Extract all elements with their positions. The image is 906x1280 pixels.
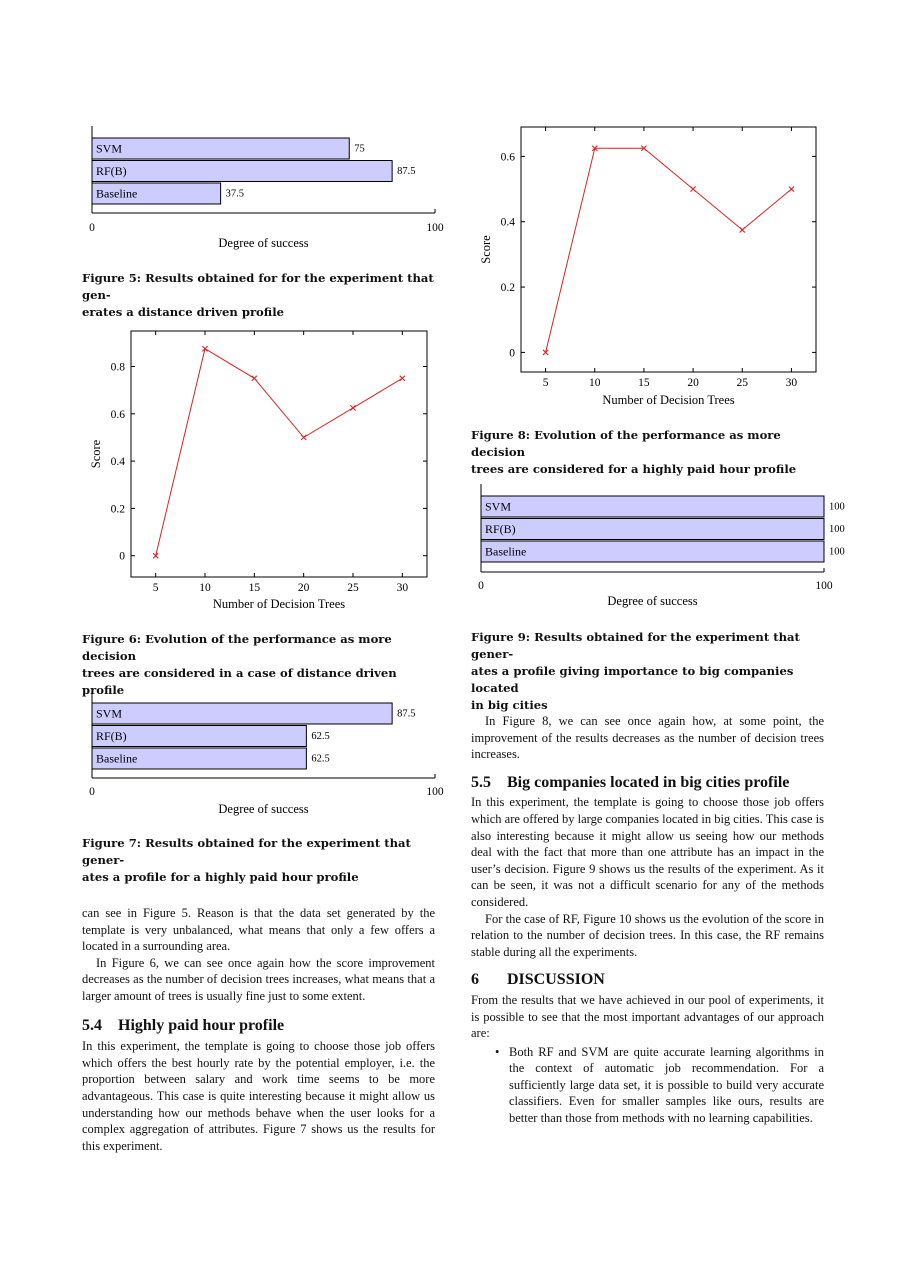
x-tick-label: 25 [347, 582, 359, 594]
series-line [546, 148, 792, 352]
x-tick-label: 10 [589, 377, 601, 389]
y-tick-label: 0.6 [110, 408, 125, 421]
x-tick-label: 5 [542, 377, 549, 389]
bar-value-label: 100 [829, 501, 845, 513]
paragraph: From the results that we have achieved in our pool of experiments, it is possible to see that the most important advantages of our approach are: [471, 992, 824, 1041]
right-column-text [471, 713, 824, 1127]
section-number: 5.4 [82, 1016, 102, 1034]
bar-category-label: SVM [96, 706, 123, 721]
data-point-marker [789, 186, 794, 191]
bar-value-label: 37.5 [225, 188, 244, 200]
y-tick-label: 0 [119, 550, 125, 563]
figure-7-caption [82, 835, 438, 886]
x-axis-title: Number of Decision Trees [602, 393, 735, 407]
bar-category-label: SVM [96, 141, 123, 156]
figure-8-caption [471, 427, 827, 478]
bar-category-label: Baseline [485, 544, 527, 559]
bar [92, 703, 392, 724]
figure-7-chart [0, 685, 460, 820]
bar-value-label: 62.5 [311, 753, 330, 765]
bar-category-label: RF(B) [96, 729, 127, 743]
paragraph: In Figure 8, we can see once again how, at some point, the improvement of the results decreases as the number of decision trees increases. [471, 714, 824, 762]
bar [92, 138, 349, 159]
x-tick-label: 0 [89, 786, 95, 798]
bar [481, 519, 824, 540]
bullet-list [471, 1044, 824, 1127]
y-axis-title: Score [89, 439, 103, 469]
section-number: 6 [471, 971, 479, 989]
figure-5-caption [82, 270, 438, 321]
caption-line: trees are considered in a case of distance driven profile [82, 666, 397, 697]
bar-value-label: 100 [829, 546, 845, 558]
y-tick-label: 0.6 [500, 151, 515, 164]
caption-line: Figure 7: Results obtained for the experiment that gener- [82, 836, 411, 867]
caption-line: trees are considered for a highly paid hour profile [471, 462, 797, 476]
x-axis-title: Degree of success [218, 236, 309, 250]
plot-frame [131, 331, 427, 577]
x-tick-label: 0 [89, 222, 95, 234]
caption-line: Figure 8: Evolution of the performance as more decision [471, 428, 781, 459]
data-point-marker [400, 376, 405, 381]
x-tick-label: 100 [426, 222, 444, 234]
bar-category-label: Baseline [96, 186, 138, 201]
caption-line: ates a profile giving importance to big companies located [471, 664, 794, 695]
bar-category-label: RF(B) [485, 522, 516, 536]
paragraph: For the case of RF, Figure 10 shows us the evolution of the score in relation to the number of decision trees. In this case, the RF remains stable during all the experiments. [471, 911, 824, 959]
bar-category-label: Baseline [96, 751, 138, 766]
caption-line: erates a distance driven profile [82, 305, 285, 319]
section-title: Highly paid hour profile [118, 1016, 285, 1034]
x-tick-label: 30 [785, 377, 798, 389]
x-tick-label: 10 [199, 582, 211, 594]
x-axis-title: Degree of success [218, 802, 309, 816]
list-item: • Both RF and SVM are quite accurate learning algorithms in the context of automatic job recommendation. For a sufficiently large data set, it is possible to build very accurate classifiers. Even for smaller samples like ours, results are better than those from methods with no learning capabilities. [471, 1044, 824, 1127]
y-tick-label: 0.4 [110, 456, 125, 469]
y-axis-title: Score [479, 235, 493, 264]
paragraph: In this experiment, the template is going to choose those job offers which offers the best hourly rate by the potential employer, i.e. the proportion between salary and work time seems to be more advantageous. This case is quite interesting because it might allow us understanding how our methods behave when the user looks for a complex aggregation of attributes. Figure 7 shows us the results for this experiment. [82, 1039, 435, 1153]
plot-frame [521, 127, 816, 372]
figure-9-chart [450, 480, 906, 612]
data-point-marker [690, 186, 695, 191]
section-title: DISCUSSION [507, 971, 605, 989]
paragraph: can see in Figure 5. Reason is that the data set generated by the template is very unbalanced, what means that only a few offers a located in a surrounding area. [82, 906, 435, 954]
data-point-marker [252, 376, 257, 381]
figure-6-chart [0, 325, 460, 615]
bar-value-label: 87.5 [397, 166, 416, 177]
paragraph: In this experiment, the template is going to choose those job offers which are offered by large companies located in big cities. This case is also interesting because it might allow us seeing how our methods deal with the fact that more than one attribute has an impact in the user’s decision. Figure 9 shows us the results of the experiment. As it can be seen, it was not a difficult scenario for any of the methods considered. [471, 795, 825, 909]
caption-line: ates a profile for a highly paid hour profile [82, 870, 359, 884]
x-tick-label: 0 [478, 580, 484, 592]
x-tick-label: 100 [815, 580, 833, 592]
bar-value-label: 75 [354, 143, 365, 155]
bar-value-label: 62.5 [311, 731, 330, 742]
bar-category-label: RF(B) [96, 164, 127, 178]
x-tick-label: 20 [687, 377, 699, 389]
x-axis-title: Number of Decision Trees [212, 597, 346, 611]
data-point-marker [301, 435, 306, 440]
x-tick-label: 15 [638, 377, 650, 389]
figure-8-chart [450, 120, 906, 412]
figure-9-caption [471, 629, 827, 714]
x-axis-title: Degree of success [607, 594, 698, 608]
section-heading-5-5 [471, 775, 824, 792]
bar [92, 161, 392, 182]
bar-category-label: SVM [485, 499, 512, 514]
x-tick-label: 30 [396, 582, 409, 594]
caption-line: in big cities [471, 698, 548, 712]
section-number: 5.5 [471, 773, 491, 791]
y-tick-label: 0 [509, 347, 515, 360]
left-column-text [82, 905, 435, 1154]
x-tick-label: 100 [426, 786, 444, 798]
x-tick-label: 5 [152, 582, 159, 594]
section-heading-6 [471, 972, 824, 989]
y-tick-label: 0.2 [500, 282, 515, 295]
bar-value-label: 87.5 [397, 708, 416, 720]
data-point-marker [740, 227, 745, 232]
caption-line: Figure 9: Results obtained for the experiment that gener- [471, 630, 800, 661]
paragraph: In Figure 6, we can see once again how the score improvement decreases as the number of decision trees increases, what means that a larger amount of trees is usually fine just to some extent. [82, 955, 435, 1003]
bar-value-label: 100 [829, 524, 845, 535]
x-tick-label: 25 [736, 377, 748, 389]
section-heading-5-4 [82, 1018, 435, 1035]
y-tick-label: 0.2 [110, 503, 125, 516]
y-tick-label: 0.4 [500, 216, 515, 229]
x-tick-label: 15 [248, 582, 261, 594]
caption-line: Figure 6: Evolution of the performance as more decision [82, 632, 392, 663]
y-tick-label: 0.8 [110, 361, 125, 374]
series-line [156, 349, 403, 556]
x-tick-label: 20 [297, 582, 310, 594]
bar [481, 496, 824, 517]
bar [481, 541, 824, 562]
caption-line: Figure 5: Results obtained for for the experiment that gen- [82, 271, 434, 302]
figure-5-chart [0, 120, 460, 255]
section-title: Big companies located in big cities profile [507, 773, 790, 791]
data-point-marker [350, 405, 355, 410]
